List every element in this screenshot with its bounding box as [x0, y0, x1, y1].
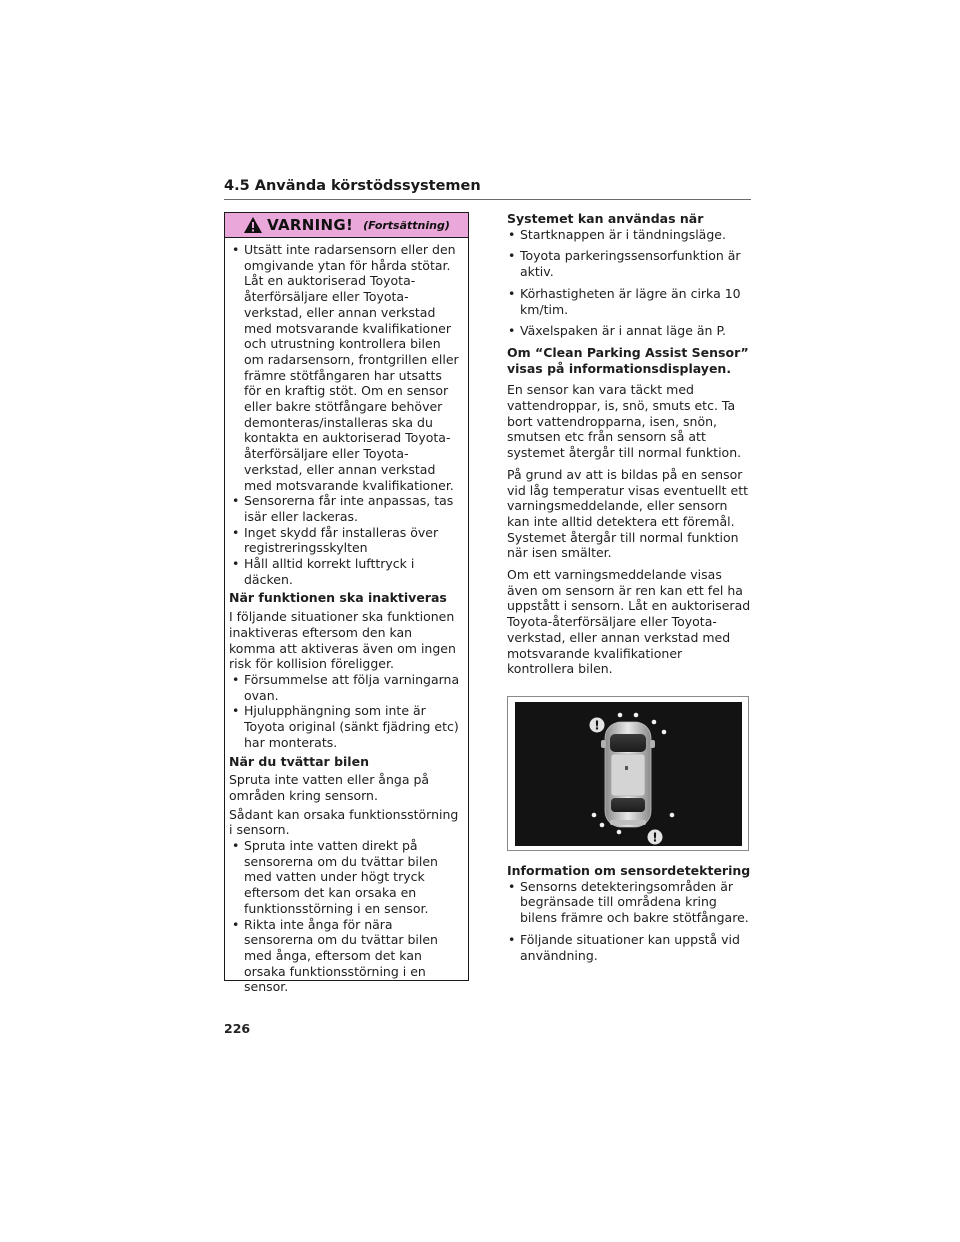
front-sensor-dot: [634, 713, 639, 718]
paragraph-clean-2: På grund av att is bildas på en sensor vid låg temperatur visas eventuellt ett varningsmeddelande, eller sensorn kan inte alltid detektera ett föremål. Systemet återgår till normal funktion när isen smälter.: [507, 466, 749, 561]
warning-triangle-icon: [243, 216, 263, 234]
heading-sensor-info: Information om sensordetektering: [507, 862, 751, 878]
list-item: • Sensorerna får inte anpassas, tas isär eller lackeras.: [229, 493, 462, 524]
car-top-view-illustration: [515, 702, 742, 846]
section-title: 4.5 Använda körstödssystemen: [224, 178, 481, 194]
list-item: • Följande situationer kan uppstå vid användning.: [507, 932, 752, 963]
section-divider: [224, 199, 751, 200]
car-body: [601, 722, 655, 827]
paragraph-clean-3: Om ett varningsmeddelande visas även om sensorn är ren kan ett fel ha uppstått i sensorn. Låt en auktoriserad Toyota-återförsäljare eller Toyota-verkstad, eller annan verkstad med motsvarande kvalifikationer kontrollera bilen.: [507, 567, 751, 677]
rear-right-warning-icon: [648, 829, 663, 844]
list-item: • Håll alltid korrekt lufttryck i däcken.: [229, 556, 462, 587]
usable-bullet-list: [507, 227, 752, 339]
heading-inactivate: När funktionen ska inaktiveras: [229, 590, 447, 606]
list-item: • Startknappen är i tändningsläge.: [507, 227, 752, 243]
sensor-figure: [507, 696, 749, 851]
list-item: • Växelspaken är i annat läge än P.: [507, 323, 752, 339]
warning-body: [225, 238, 468, 995]
warning-header: [225, 213, 468, 238]
list-item: • Sensorns detekteringsområden är begränsade till områdena kring bilens främre och bakre stötfångare.: [507, 879, 752, 926]
display-screen: [515, 702, 742, 846]
list-item: • Spruta inte vatten direkt på sensorerna om du tvättar bilen med vatten under högt tryck eftersom det kan orsaka en funktionsstörning i en sensor.: [229, 838, 462, 917]
list-item: • Toyota parkeringssensorfunktion är aktiv.: [507, 248, 752, 279]
front-sensor-dot: [662, 730, 667, 735]
heading-clean-sensor: Om “Clean Parking Assist Sensor” visas på informationsdisplayen.: [507, 344, 749, 376]
list-item: • Inget skydd får installeras över registreringsskylten: [229, 525, 462, 556]
warning-title: VARNING!: [267, 216, 354, 234]
paragraph-inactivate: I följande situationer ska funktionen inaktiveras eftersom den kan komma att aktiveras även om ingen risk för kollision föreligger.: [229, 609, 456, 672]
list-item: • Hjulupphängning som inte är Toyota original (sänkt fjädring etc) har monterats.: [229, 703, 462, 750]
svg-text:!: !: [652, 830, 658, 845]
warning-bullet-list: [229, 242, 462, 587]
list-item: • Utsätt inte radarsensorn eller den omgivande ytan för hårda stötar. Låt en auktoriserad Toyota-återförsäljare eller Toyota-verkstad, eller annan verkstad med motsvarande kvalifikationer och utrustning kontrollera bilen om radarsensorn, frontgrillen eller främre stötfångaren har utsatts för en kraftig stöt. Om en sensor eller bakre stötfångare behöver demonteras/installeras ska du kontakta en auktoriserad Toyota-återförsäljare eller Toyota-verkstad, eller annan verkstad med motsvarande kvalifikationer.: [229, 242, 462, 493]
svg-text:!: !: [594, 718, 600, 733]
rear-sensor-dot: [600, 823, 605, 828]
paragraph-clean-1: En sensor kan vara täckt med vattendroppar, is, snö, smuts etc. Ta bort vattendropparna, isen, snön, smutsen etc från sensorn så att systemet återgår till normal funktion.: [507, 382, 742, 461]
wash-bullet-list: [229, 838, 462, 995]
rear-sensor-dot: [617, 830, 622, 835]
warning-box: [224, 212, 469, 995]
front-left-warning-icon: [590, 717, 605, 732]
rear-sensor-dot: [592, 813, 597, 818]
list-item: • Försummelse att följa varningarna ovan.: [229, 672, 462, 703]
page-number: 226: [224, 1021, 251, 1036]
heading-usable: Systemet kan användas när: [507, 211, 704, 226]
right-column: [507, 211, 752, 969]
list-item: • Rikta inte ånga för nära sensorerna om du tvättar bilen med ånga, eftersom det kan orsaka funktionsstörning i en sensor.: [229, 917, 462, 996]
heading-wash: När du tvättar bilen: [229, 753, 369, 769]
inactivate-bullet-list: [229, 672, 462, 751]
paragraph-wash-1: Spruta inte vatten eller ånga på områden kring sensorn.: [229, 772, 430, 803]
warning-subtitle: (Fortsättning): [363, 218, 450, 232]
paragraph-wash-2: Sådant kan orsaka funktionsstörning i sensorn.: [229, 806, 459, 838]
list-item: • Körhastigheten är lägre än cirka 10 km/tim.: [507, 286, 752, 317]
front-sensor-dot: [652, 720, 657, 725]
info-bullet-list: [507, 879, 752, 964]
front-sensor-dot: [618, 713, 623, 718]
rear-sensor-dot: [670, 813, 675, 818]
